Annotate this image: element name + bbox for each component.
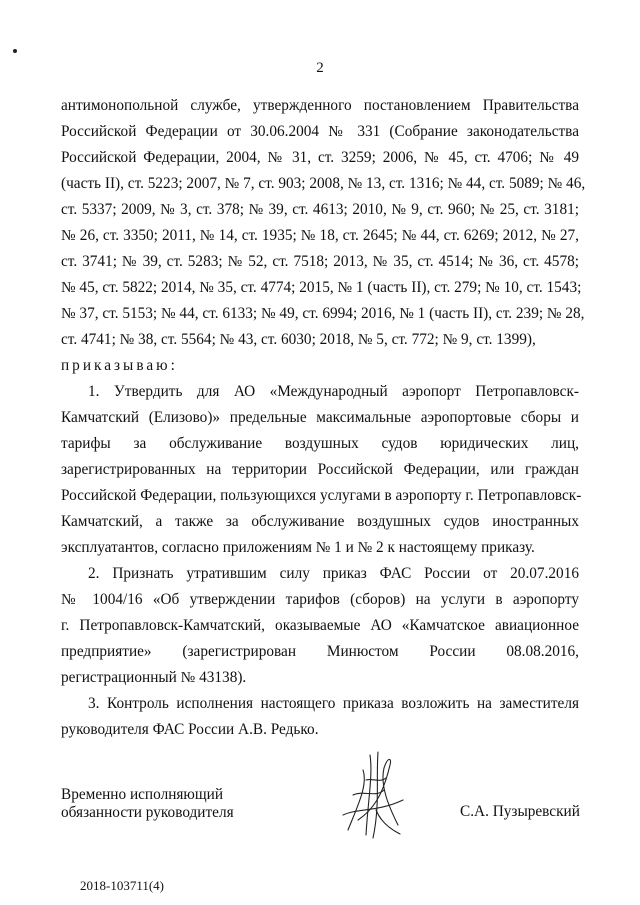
handwritten-signature — [318, 750, 438, 840]
signatory-title — [61, 786, 234, 822]
item1-line: зарегистрированных на территории Российской Федерации, или граждан — [61, 461, 579, 478]
item1-line: Камчатский, а также за обслуживание воздушных судов иностранных — [61, 513, 579, 530]
item2-line: 2. Признать утратившим силу приказ ФАС России от 20.07.2016 — [88, 565, 579, 582]
scan-mark — [13, 49, 17, 53]
body-line: № 26, ст. 3350; 2011, № 14, ст. 1935; № 18, ст. 2645; № 44, ст. 6269; 2012, № 27, — [61, 227, 579, 244]
body-line: ст. 4741; № 38, ст. 5564; № 43, ст. 6030; 2018, № 5, ст. 772; № 9, ст. 1399), — [61, 331, 536, 348]
body-line: Российской Федерации, 2004, № 31, ст. 3259; 2006, № 45, ст. 4706; № 49 — [61, 149, 579, 166]
body-line: ст. 5337; 2009, № 3, ст. 378; № 39, ст. 4613; 2010, № 9, ст. 960; № 25, ст. 3181; — [61, 201, 579, 218]
item2-line: регистрационный № 43138). — [61, 669, 247, 686]
item2-line: № 1004/16 «Об утверждении тарифов (сборов) на услуги в аэропорту — [61, 591, 579, 608]
signatory-title-line: обязанности руководителя — [61, 804, 234, 821]
item1-line: Российской Федерации, пользующихся услугами в аэропорту г. Петропавловск- — [61, 487, 582, 504]
item1-line: тарифы за обслуживание воздушных судов юридических лиц, — [61, 435, 579, 452]
body-line: Российской Федерации от 30.06.2004 № 331 (Собрание законодательства — [61, 123, 579, 140]
body-line: № 37, ст. 5153; № 44, ст. 6133; № 49, ст. 6994; 2016, № 1 (часть II), ст. 239; № 28, — [61, 305, 585, 322]
item1-line: 1. Утвердить для АО «Международный аэропорт Петропавловск- — [88, 383, 579, 400]
body-line: ст. 3741; № 39, ст. 5283; № 52, ст. 7518; 2013, № 35, ст. 4514; № 36, ст. 4578; — [61, 253, 579, 270]
document-id: 2018-103711(4) — [80, 878, 165, 893]
signatory-title-line: Временно исполняющий — [61, 786, 223, 803]
body-line: № 45, ст. 5822; 2014, № 35, ст. 4774; 2015, № 1 (часть II), ст. 279; № 10, ст. 1543; — [61, 279, 582, 296]
item1-line: Камчатский (Елизово)» предельные максимальные аэропортовые сборы и — [61, 409, 579, 426]
item2-line: предприятие» (зарегистрирован Минюстом России 08.08.2016, — [61, 643, 579, 660]
signatory-name: С.А. Пузыревский — [460, 803, 580, 820]
page-number: 2 — [316, 60, 324, 76]
item1-line: эксплуатантов, согласно приложениям № 1 и № 2 к настоящему приказу. — [61, 539, 535, 556]
item2-line: г. Петропавловск-Камчатский, оказываемые АО «Камчатское авиационное — [61, 617, 579, 634]
body-line: (часть II), ст. 5223; 2007, № 7, ст. 903; 2008, № 13, ст. 1316; № 44, ст. 5089; № 46, — [61, 175, 586, 192]
body-line: антимонопольной службе, утвержденного постановлением Правительства — [61, 97, 579, 114]
item3-line: 3. Контроль исполнения настоящего приказа возложить на заместителя — [88, 695, 579, 712]
item3-line: руководителя ФАС России А.В. Редько. — [61, 721, 319, 738]
order-word: приказываю: — [61, 357, 178, 374]
